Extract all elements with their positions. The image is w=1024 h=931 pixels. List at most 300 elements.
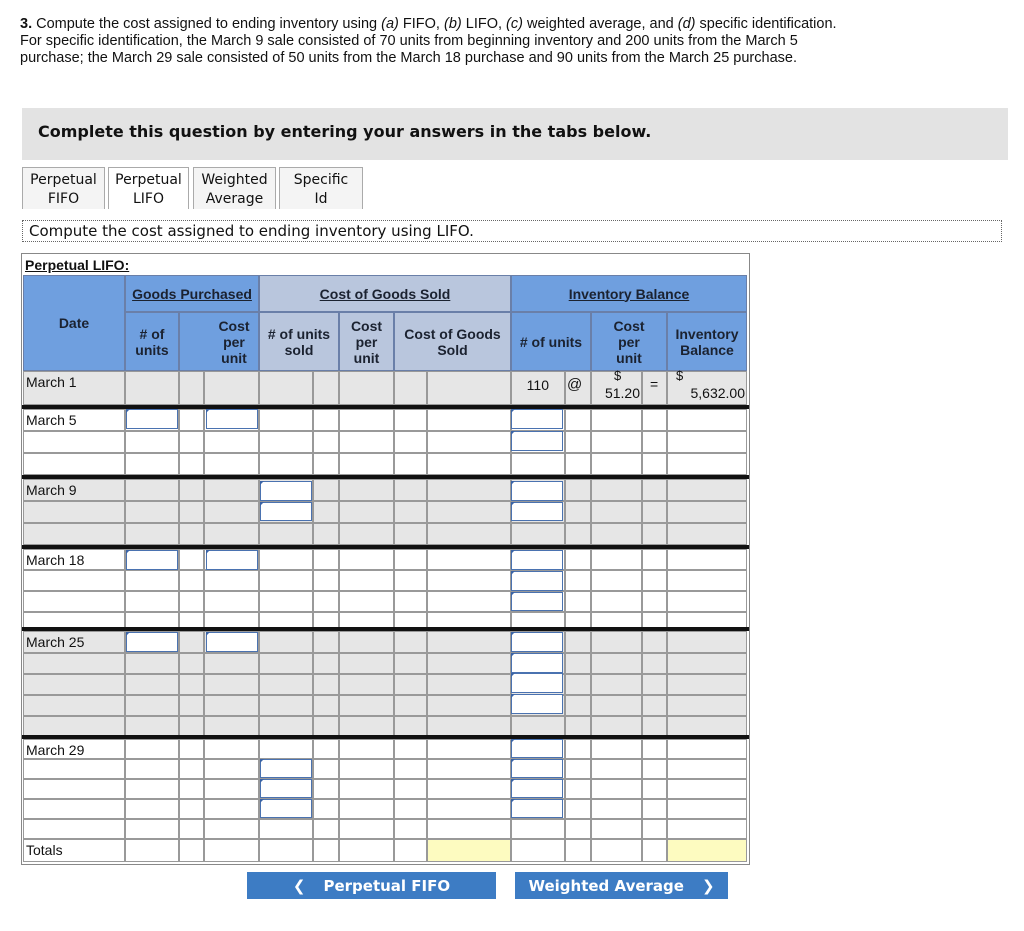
table-cell [591,674,642,695]
table-cell [667,819,747,839]
table-cell [427,523,511,545]
table-cell [204,479,259,501]
row-date: March 1 [26,374,77,390]
table-cell [667,570,747,591]
table-cell [591,631,642,653]
table-cell [511,819,565,839]
header-date: Date [23,275,125,371]
table-cell [591,501,642,523]
table-cell [394,549,427,570]
table-cell [23,779,125,799]
table-title: Perpetual LIFO: [25,257,130,273]
table-cell [667,523,747,545]
tab-perpetual-lifo[interactable]: Perpetual LIFO [108,167,189,209]
row-date: March 9 [26,482,77,498]
table-cell [565,631,591,653]
table-cell [339,739,394,759]
table-cell [591,653,642,674]
table-cell [339,549,394,570]
table-cell [339,591,394,612]
table-cell [204,779,259,799]
table-cell [339,716,394,737]
table-cell [259,409,313,431]
table-cell [313,371,339,405]
table-cell [204,739,259,759]
table-cell [179,479,204,501]
table-cell [125,591,179,612]
answer-input[interactable] [511,550,563,570]
header-units: # of units [125,312,179,371]
table-cell [394,759,427,779]
answer-input[interactable] [511,799,563,818]
table-cell [313,591,339,612]
table-cell [125,716,179,737]
table-cell [565,819,591,839]
answer-input[interactable] [260,502,312,521]
row-separator [22,735,749,739]
table-cell [259,695,313,716]
table-cell [204,431,259,453]
table-cell [259,819,313,839]
table-cell [125,779,179,799]
table-cell [667,409,747,431]
table-cell [591,739,642,759]
table-cell [259,523,313,545]
table-cell [204,570,259,591]
table-cell [339,523,394,545]
row-date: March 18 [26,552,85,568]
row-date: March 29 [26,742,85,758]
table-cell [591,479,642,501]
table-cell [591,549,642,570]
table-cell [23,674,125,695]
table-cell [667,431,747,453]
table-cell [667,695,747,716]
table-cell [204,839,259,862]
table-cell [179,549,204,570]
table-cell [642,653,667,674]
table-cell [565,409,591,431]
table-cell [642,591,667,612]
table-cell [667,739,747,759]
table-cell [642,674,667,695]
header-inv-cost-per-unit: Cost per unit [591,312,667,371]
table-cell [339,819,394,839]
march1-balance-dollar: $ [676,368,684,383]
table-cell [642,695,667,716]
table-cell [313,570,339,591]
answer-input[interactable] [511,779,563,798]
table-cell [125,799,179,819]
equals-sign: = [650,376,659,392]
table-cell [125,453,179,475]
table-cell [642,501,667,523]
table-cell [591,716,642,737]
table-cell [642,631,667,653]
table-cell [179,674,204,695]
table-cell [125,371,179,405]
table-cell [427,739,511,759]
table-cell [339,570,394,591]
table-cell [23,716,125,737]
table-cell [591,779,642,799]
table-cell [427,431,511,453]
tab-prompt: Compute the cost assigned to ending inventory using LIFO. [22,220,1002,242]
table-cell [642,759,667,779]
answer-input[interactable] [511,632,563,652]
table-cell [591,759,642,779]
table-cell [204,453,259,475]
table-cell [179,759,204,779]
table-cell [179,631,204,653]
answer-input[interactable] [260,799,312,818]
table-cell [204,653,259,674]
table-cell [642,523,667,545]
table-cell [394,409,427,431]
table-cell [339,695,394,716]
answer-input[interactable] [511,409,563,429]
table-cell [642,819,667,839]
inventory-table [21,253,750,865]
table-cell [179,653,204,674]
table-cell [427,695,511,716]
table-cell [565,570,591,591]
table-cell [204,591,259,612]
table-cell [642,716,667,737]
prev-tab-button[interactable]: ❮ Perpetual FIFO [247,872,496,899]
table-cell [511,453,565,475]
table-cell [565,653,591,674]
table-cell [427,819,511,839]
table-cell [565,549,591,570]
table-cell [591,799,642,819]
table-cell [394,779,427,799]
header-goods-purchased: Goods Purchased [125,275,259,312]
table-cell [511,523,565,545]
table-cell [667,674,747,695]
table-cell [23,653,125,674]
table-cell [667,631,747,653]
answer-input[interactable] [511,759,563,778]
table-cell [179,431,204,453]
answer-input[interactable] [511,653,563,673]
table-cell [313,501,339,523]
table-cell [23,570,125,591]
table-cell [427,716,511,737]
answer-input[interactable] [511,673,563,693]
answer-input[interactable] [206,550,258,570]
table-cell [591,431,642,453]
table-cell [204,695,259,716]
answer-input[interactable] [511,481,563,501]
table-cell [313,674,339,695]
table-cell [565,739,591,759]
row-separator [22,545,749,549]
row-separator [22,475,749,479]
answer-input[interactable] [511,502,563,521]
table-cell [259,453,313,475]
table-cell [339,779,394,799]
table-cell [394,695,427,716]
header-inventory-balance-col: Inventory Balance [667,312,747,371]
header-cost-per-unit: Cost per unit [179,312,259,371]
instruction-banner: Complete this question by entering your answers in the tabs below. [22,108,1008,160]
table-cell [667,716,747,737]
table-cell [427,570,511,591]
table-cell [23,591,125,612]
table-cell [204,799,259,819]
table-cell [394,523,427,545]
table-cell [179,716,204,737]
table-cell [313,453,339,475]
tab-weighted-average[interactable]: Weighted Average [193,167,276,209]
table-cell [642,779,667,799]
table-cell [204,523,259,545]
answer-input[interactable] [126,632,178,652]
table-cell [179,409,204,431]
table-cell [642,739,667,759]
table-cell [179,523,204,545]
table-cell [667,479,747,501]
table-cell [125,695,179,716]
header-cogs-total: Cost of Goods Sold [394,312,511,371]
table-cell [313,479,339,501]
table-cell [565,479,591,501]
table-cell [179,453,204,475]
table-cell [259,631,313,653]
row-totals: Totals [26,842,63,858]
answer-input[interactable] [511,571,563,591]
table-cell [259,839,313,862]
table-cell [313,799,339,819]
table-cell [667,759,747,779]
table-cell [23,453,125,475]
table-cell [204,716,259,737]
table-cell [427,501,511,523]
table-cell [204,371,259,405]
table-cell [23,695,125,716]
table-cell [394,501,427,523]
table-cell [642,431,667,453]
tab-specific-id[interactable]: Specific Id [279,167,363,209]
table-cell [427,779,511,799]
table-cell [427,674,511,695]
table-cell [642,549,667,570]
table-cell [259,549,313,570]
table-cell [565,799,591,819]
table-cell [313,695,339,716]
table-cell [204,674,259,695]
table-cell [313,409,339,431]
answer-input[interactable] [126,550,178,570]
header-inventory-balance: Inventory Balance [511,275,747,312]
table-cell [179,839,204,862]
table-cell [427,549,511,570]
table-cell [259,570,313,591]
table-cell [667,839,747,862]
table-cell [511,839,565,862]
table-cell [394,591,427,612]
table-cell [125,839,179,862]
row-date: March 25 [26,634,85,650]
table-cell [179,501,204,523]
table-cell [125,479,179,501]
table-cell [179,739,204,759]
table-cell [394,631,427,653]
answer-input[interactable] [126,409,178,429]
table-cell [511,716,565,737]
table-cell [642,839,667,862]
table-cell [427,799,511,819]
table-cell [394,453,427,475]
table-cell [427,631,511,653]
table-cell [565,716,591,737]
chevron-left-icon: ❮ [292,876,306,895]
table-cell [667,779,747,799]
row-separator [22,627,749,631]
table-cell [591,695,642,716]
table-cell [23,501,125,523]
table-cell [339,759,394,779]
table-cell [125,674,179,695]
table-cell [313,819,339,839]
table-cell [565,759,591,779]
table-cell [394,371,427,405]
table-cell [565,591,591,612]
table-cell [259,371,313,405]
table-cell [23,819,125,839]
table-cell [23,799,125,819]
table-cell [179,799,204,819]
table-cell [313,431,339,453]
table-cell [642,409,667,431]
table-cell [313,759,339,779]
table-cell [179,779,204,799]
table-cell [591,591,642,612]
answer-input[interactable] [206,632,258,652]
table-cell [427,479,511,501]
answer-input[interactable] [511,592,563,611]
table-cell [642,453,667,475]
table-cell [667,453,747,475]
table-cell [339,479,394,501]
table-cell [394,674,427,695]
table-cell [565,523,591,545]
table-cell [667,501,747,523]
header-units-sold: # of units sold [259,312,339,371]
table-cell [642,799,667,819]
table-cell [313,779,339,799]
table-cell [565,431,591,453]
table-cell [179,695,204,716]
table-cell [125,819,179,839]
table-cell [125,653,179,674]
table-cell [204,759,259,779]
table-cell [427,371,511,405]
table-cell [339,409,394,431]
table-cell [125,501,179,523]
table-cell [339,674,394,695]
table-cell [565,839,591,862]
table-cell [339,799,394,819]
answer-input[interactable] [260,759,312,778]
table-cell [394,839,427,862]
table-cell [125,523,179,545]
table-cell [179,819,204,839]
answer-input[interactable] [260,779,312,798]
table-cell [394,739,427,759]
table-cell [204,819,259,839]
table-cell [313,739,339,759]
table-cell [427,759,511,779]
table-cell [667,653,747,674]
table-cell [259,716,313,737]
table-cell [259,653,313,674]
table-cell [313,716,339,737]
table-cell [565,695,591,716]
table-cell [259,674,313,695]
table-cell [259,431,313,453]
header-inv-units: # of units [511,312,591,371]
table-cell [394,570,427,591]
table-cell [204,501,259,523]
table-cell [339,631,394,653]
answer-input[interactable] [511,431,563,451]
next-tab-button[interactable]: Weighted Average ❯ [515,872,728,899]
table-cell [339,501,394,523]
table-cell [313,523,339,545]
tab-perpetual-fifo[interactable]: Perpetual FIFO [22,167,105,209]
march1-units: 110 [526,377,549,393]
table-cell [259,591,313,612]
table-cell [642,570,667,591]
table-cell [427,591,511,612]
answer-input[interactable] [260,481,312,501]
table-cell [667,549,747,570]
table-cell [427,839,511,862]
table-cell [259,739,313,759]
table-cell [565,453,591,475]
table-cell [394,479,427,501]
table-cell [179,591,204,612]
table-cell [565,779,591,799]
table-cell [591,453,642,475]
table-cell [339,371,394,405]
table-cell [427,409,511,431]
table-cell [339,431,394,453]
table-cell [565,674,591,695]
table-cell [125,570,179,591]
table-cell [339,453,394,475]
answer-input[interactable] [511,739,563,758]
answer-input[interactable] [206,409,258,429]
table-cell [125,739,179,759]
table-cell [591,570,642,591]
table-cell [642,479,667,501]
answer-input[interactable] [511,694,563,714]
header-cogs: Cost of Goods Sold [259,275,511,312]
question-text: 3. Compute the cost assigned to ending inventory using (a) FIFO, (b) LIFO, (c) weighted average, and (d) specific identification. For specific identification, the March 9 sale consisted of 70 units from beginning inventory and 200 units from the March 5 purchase; the March 29 sale consisted of 50 units from the March 18 purchase and 90 units from the March 25 purchase. [20,16,837,66]
table-cell [427,653,511,674]
table-cell [313,653,339,674]
table-cell [565,501,591,523]
table-cell [591,409,642,431]
table-cell [313,631,339,653]
table-cell [667,799,747,819]
table-cell [23,759,125,779]
march1-balance: 5,632.00 [690,385,745,401]
table-cell [394,799,427,819]
